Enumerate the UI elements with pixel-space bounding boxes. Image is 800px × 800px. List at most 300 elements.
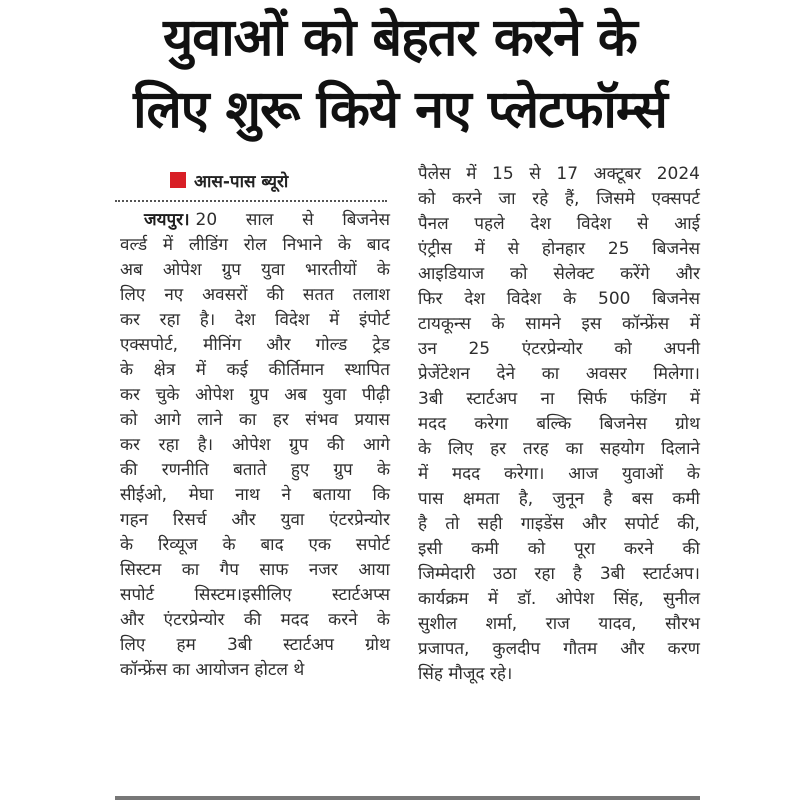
word: 25	[468, 339, 491, 359]
word: डॉ.	[517, 589, 537, 609]
byline	[170, 166, 288, 194]
word: साफ	[259, 560, 289, 580]
word: जिसमे	[596, 189, 635, 209]
word: करेगा।	[504, 464, 545, 484]
word: और	[675, 264, 700, 284]
word: हैं,	[565, 189, 580, 209]
word: साल	[245, 210, 274, 230]
word: बाद	[260, 535, 284, 555]
article-line-text	[418, 562, 700, 587]
article-line	[120, 533, 390, 558]
word: कुलदीप	[492, 639, 541, 659]
word: होनहार	[541, 239, 586, 259]
word: मदद	[451, 464, 481, 484]
article-line	[120, 208, 390, 233]
word: 500	[598, 289, 631, 309]
word: तरह	[523, 439, 549, 459]
article-line-text	[120, 333, 390, 358]
word: पहले	[474, 214, 505, 234]
word: बस	[631, 489, 653, 509]
article-line-text	[120, 458, 390, 483]
word: विदेश	[506, 289, 542, 309]
article-line-text	[120, 558, 390, 583]
article-line	[418, 437, 700, 462]
word: लाने	[197, 410, 223, 430]
word: सिस्टम।इसीलिए	[194, 585, 292, 605]
word: अवसर	[585, 364, 627, 384]
article-line	[418, 337, 700, 362]
article-line	[418, 212, 700, 237]
article-line-text	[418, 362, 700, 387]
word: ग्रोथ	[365, 635, 390, 655]
word: सेलेक्ट	[553, 264, 595, 284]
word: गौतम	[563, 639, 598, 659]
article-line-text	[418, 512, 700, 537]
word: में	[689, 389, 700, 409]
word: गैप	[219, 560, 239, 580]
word: ग्रुप	[289, 435, 309, 455]
word: उन	[418, 339, 437, 359]
article-line-text	[418, 412, 700, 437]
article-line-text	[120, 533, 390, 558]
word: ओपेश	[555, 589, 595, 609]
article-line	[120, 633, 390, 658]
article-line-text	[418, 212, 700, 237]
word: हर	[490, 439, 507, 459]
article-line	[418, 162, 700, 187]
article-line	[418, 637, 700, 662]
word: यादव,	[598, 614, 637, 634]
word: से	[302, 210, 314, 230]
word: कर	[120, 385, 141, 405]
word: को	[510, 264, 528, 284]
word: के	[376, 610, 390, 630]
headline-line-1: युवाओं को बेहतर करने के	[163, 8, 637, 68]
word: में	[466, 164, 477, 184]
word: प्रयास	[354, 410, 390, 430]
word: है।	[199, 310, 216, 330]
word: तो	[445, 514, 460, 534]
word: कर	[120, 310, 141, 330]
word: में	[418, 464, 429, 484]
word: के	[418, 439, 432, 459]
word: 15	[492, 164, 514, 184]
word: रहे	[532, 189, 549, 209]
word: स्टार्टअप।	[642, 564, 700, 584]
word: है	[572, 564, 582, 584]
word: की	[682, 539, 700, 559]
word: कमी	[471, 539, 499, 559]
word: नए	[164, 285, 184, 305]
word: आया	[358, 560, 390, 580]
word: नाथ	[235, 485, 260, 505]
word: इसी	[418, 539, 443, 559]
article-line-text	[120, 583, 390, 608]
word: एक्सपोर्ट,	[120, 335, 179, 355]
article-line-text	[418, 287, 700, 312]
word: कि	[372, 485, 390, 505]
word: एक	[308, 535, 331, 555]
word: की	[120, 460, 138, 480]
word: का	[238, 410, 257, 430]
word: रहा	[158, 435, 180, 455]
word: प्रजापत,	[418, 639, 470, 659]
word: फंडिंग	[630, 389, 667, 409]
word: देश	[234, 310, 256, 330]
word: 3बी	[226, 635, 252, 655]
word: अपनी	[663, 339, 700, 359]
article-line-text	[418, 437, 700, 462]
article-line	[120, 558, 390, 583]
word: स्टार्टअप	[283, 635, 334, 655]
word: की	[266, 285, 284, 305]
article-line-text	[418, 387, 700, 412]
byline-text: आस-पास ब्यूरो	[194, 171, 289, 192]
article-line-text	[120, 433, 390, 458]
word: ग्रोथ	[675, 414, 700, 434]
word: देने	[496, 364, 516, 384]
word: करण	[667, 639, 700, 659]
word: इंपोर्ट	[358, 310, 390, 330]
word: पीढ़ी	[361, 385, 390, 405]
article-line	[418, 312, 700, 337]
word: करेगा	[474, 414, 509, 434]
word: को	[527, 539, 546, 559]
word: ने	[281, 485, 291, 505]
article-line	[120, 233, 390, 258]
word: ओपेश	[162, 260, 202, 280]
word: एंटरप्रेन्योर	[329, 510, 390, 530]
word: को	[418, 189, 436, 209]
word: सहयोग	[599, 439, 645, 459]
word: से	[529, 164, 541, 184]
word: क्षेत्र	[153, 360, 176, 380]
article-left-column	[120, 208, 390, 683]
article-line-text	[418, 162, 700, 187]
word: को	[614, 339, 632, 359]
article-line-text	[120, 258, 390, 283]
article-line-text	[418, 312, 700, 337]
article-line	[120, 608, 390, 633]
word: राज	[545, 614, 570, 634]
word: कॉन्फ्रेंस	[622, 314, 670, 334]
word: कार्यक्रम	[418, 589, 469, 609]
word: जा	[498, 189, 516, 209]
article-line	[418, 462, 700, 487]
word: फिर	[418, 289, 443, 309]
word: बताया	[312, 485, 351, 505]
word: हर	[272, 410, 289, 430]
word: ग्रुप	[249, 385, 269, 405]
word: का	[565, 439, 584, 459]
article-line	[120, 383, 390, 408]
article-line-text	[120, 508, 390, 533]
word: के	[120, 360, 134, 380]
word: बिजनेस	[652, 239, 700, 259]
article-line	[418, 412, 700, 437]
word: रहा	[159, 310, 181, 330]
article-line: कॉन्फ्रेंस का आयोजन होटल थे	[120, 660, 305, 680]
article-line	[418, 387, 700, 412]
word: 3बी	[418, 389, 443, 409]
word: सुशील	[418, 614, 457, 634]
word: एक्सपर्ट	[651, 189, 700, 209]
bottom-rule	[115, 796, 700, 800]
word: मिलेगा।	[653, 364, 700, 384]
word: है	[603, 489, 613, 509]
word: से	[507, 239, 520, 259]
article-line	[120, 408, 390, 433]
word: सपोर्ट	[355, 535, 390, 555]
word: उठा	[493, 564, 517, 584]
word: रोल	[243, 235, 267, 255]
word: अक्टूबर	[593, 164, 642, 184]
word: के	[120, 535, 134, 555]
article-line: सिंह मौजूद रहे।	[418, 664, 513, 684]
word: जिम्मेदारी	[418, 564, 476, 584]
article-line-text	[418, 462, 700, 487]
word: विदेश	[275, 310, 310, 330]
word: और	[582, 514, 607, 534]
word: हुए	[290, 460, 310, 480]
word: सुनील	[663, 589, 700, 609]
word: एंट्रीस	[418, 239, 452, 259]
word: क्षमता	[462, 489, 500, 509]
word: टायकून्स	[418, 314, 471, 334]
article-line	[418, 562, 700, 587]
word: मेघा	[188, 485, 214, 505]
word: सही	[477, 514, 503, 534]
article-line-text	[418, 187, 700, 212]
word: कीर्तिमान	[268, 360, 325, 380]
article-line-text	[120, 358, 390, 383]
article-line	[418, 612, 700, 637]
article-line	[120, 583, 390, 608]
word: इस	[581, 314, 602, 334]
word: में	[689, 314, 700, 334]
word: युवा	[322, 385, 347, 405]
word: और	[266, 335, 291, 355]
word: बिजनेस	[342, 210, 390, 230]
article-line	[418, 237, 700, 262]
word: बिजनेस	[652, 289, 700, 309]
article-line-text	[418, 537, 700, 562]
article-line-text	[120, 608, 390, 633]
word: जुनून	[552, 489, 585, 509]
word: रिव्यूज	[157, 535, 198, 555]
word: एंटरप्रेन्योर	[163, 610, 225, 630]
word: विदेश	[576, 214, 612, 234]
word: चुके	[155, 385, 180, 405]
article-line	[120, 433, 390, 458]
word: सतत	[302, 285, 334, 305]
word: और	[231, 510, 256, 530]
word: और	[620, 639, 645, 659]
word: 2024	[656, 164, 700, 184]
headline-line-2: लिए शुरू किये नए प्लेटफॉर्म्स	[133, 80, 667, 140]
article-line-text	[418, 612, 700, 637]
word: के	[376, 260, 390, 280]
word: करने	[624, 539, 654, 559]
word: नजर	[308, 560, 338, 580]
word: अब	[284, 385, 307, 405]
word: भारतीयों	[305, 260, 357, 280]
article-line	[418, 362, 700, 387]
word: करने	[452, 189, 482, 209]
word: पैनल	[418, 214, 449, 234]
word: दिलाने	[661, 439, 700, 459]
article-line-text	[418, 337, 700, 362]
article-line	[120, 333, 390, 358]
word: ट्रेड	[372, 335, 390, 355]
word: आगे	[153, 410, 181, 430]
word: आइडियाज	[418, 264, 485, 284]
article-line-text	[418, 262, 700, 287]
word: है।	[197, 435, 214, 455]
word: लिए	[447, 439, 474, 459]
word: का	[181, 560, 200, 580]
word: के	[222, 535, 236, 555]
article-line-text	[418, 587, 700, 612]
article-line	[120, 283, 390, 308]
word: से	[636, 214, 649, 234]
word: के	[376, 460, 390, 480]
word: तलाश	[352, 285, 390, 305]
word: बाद	[366, 235, 390, 255]
article-line	[120, 508, 390, 533]
word: का	[541, 364, 560, 384]
word: 20	[195, 210, 218, 230]
word: अवसरों	[202, 285, 248, 305]
word: में	[195, 360, 206, 380]
red-square-icon	[170, 172, 186, 188]
word: पास	[418, 489, 444, 509]
word: निभाने	[282, 235, 323, 255]
word: बिजनेस	[599, 414, 647, 434]
word: कई	[226, 360, 248, 380]
word: के	[491, 314, 505, 334]
word: सपोर्ट	[624, 514, 659, 534]
word: की	[243, 610, 262, 630]
word: 3बी	[599, 564, 625, 584]
word: में	[474, 239, 485, 259]
word: सौरभ	[665, 614, 700, 634]
word: शर्मा,	[485, 614, 518, 634]
article-line	[418, 487, 700, 512]
word: है,	[518, 489, 534, 509]
word: आई	[674, 214, 700, 234]
word: आज	[568, 464, 599, 484]
word: लिए	[120, 285, 146, 305]
article-line	[418, 512, 700, 537]
word: स्टार्टअप्स	[332, 585, 390, 605]
word: के	[337, 235, 351, 255]
word: करने	[328, 610, 358, 630]
word: गहन	[120, 510, 149, 530]
article-line-text	[120, 483, 390, 508]
word: और	[120, 610, 145, 630]
word: ग्रुप	[333, 460, 353, 480]
word: युवा	[280, 510, 305, 530]
word: रणनीति	[161, 460, 209, 480]
word: है	[418, 514, 428, 534]
word: मदद	[418, 414, 447, 434]
word: रहा	[534, 564, 555, 584]
word: 17	[556, 164, 579, 184]
article-line	[418, 287, 700, 312]
word: मदद	[280, 610, 309, 630]
word: ग्रुप	[221, 260, 241, 280]
word: वर्ल्ड	[120, 235, 148, 255]
word: बताते	[233, 460, 267, 480]
word: ना	[540, 389, 555, 409]
article-line	[418, 187, 700, 212]
dateline: जयपुर।	[144, 210, 190, 230]
article-line	[120, 308, 390, 333]
article-line-text	[120, 233, 390, 258]
article-line-text	[418, 487, 700, 512]
word: आगे	[362, 435, 390, 455]
article-line-text	[120, 308, 390, 333]
word: के	[686, 464, 700, 484]
headline	[100, 2, 700, 146]
word: में	[329, 310, 340, 330]
article-line	[418, 537, 700, 562]
word: लिए	[120, 635, 146, 655]
word: सिंह,	[613, 589, 644, 609]
word: अब	[120, 260, 143, 280]
article-line	[120, 258, 390, 283]
article-line	[120, 483, 390, 508]
article-line	[120, 358, 390, 383]
word: स्टार्टअप	[466, 389, 518, 409]
word: सिस्टम	[120, 560, 162, 580]
article-line-text	[120, 408, 390, 433]
word: सीईओ,	[120, 485, 168, 505]
article-line	[120, 458, 390, 483]
word: पैलेस	[418, 164, 451, 184]
word: युवाओं	[622, 464, 664, 484]
word: एंटरप्रेन्योर	[521, 339, 583, 359]
word: के	[563, 289, 577, 309]
word: बल्कि	[536, 414, 572, 434]
article-right-column	[418, 162, 700, 687]
article-line	[418, 587, 700, 612]
word: देश	[464, 289, 485, 309]
word: मीनिंग	[203, 335, 242, 355]
word: पूरा	[574, 539, 596, 559]
word: ओपेश	[231, 435, 271, 455]
word: की	[326, 435, 345, 455]
word: देश	[530, 214, 551, 234]
article-line-text	[120, 633, 390, 658]
word: गाइडेंस	[520, 514, 564, 534]
dotted-divider	[115, 200, 387, 202]
word: कमी	[672, 489, 700, 509]
article-line-text	[120, 383, 390, 408]
word: संभव	[305, 410, 339, 430]
word: कर	[120, 435, 141, 455]
word: करेंगे	[620, 264, 650, 284]
word: गोल्ड	[315, 335, 348, 355]
word: सिर्फ	[577, 389, 607, 409]
word: ओपेश	[195, 385, 234, 405]
word: में	[162, 235, 174, 255]
article-line-text	[120, 283, 390, 308]
word: सपोर्ट	[120, 585, 155, 605]
article-line-text	[418, 237, 700, 262]
article-line-text	[196, 208, 390, 233]
